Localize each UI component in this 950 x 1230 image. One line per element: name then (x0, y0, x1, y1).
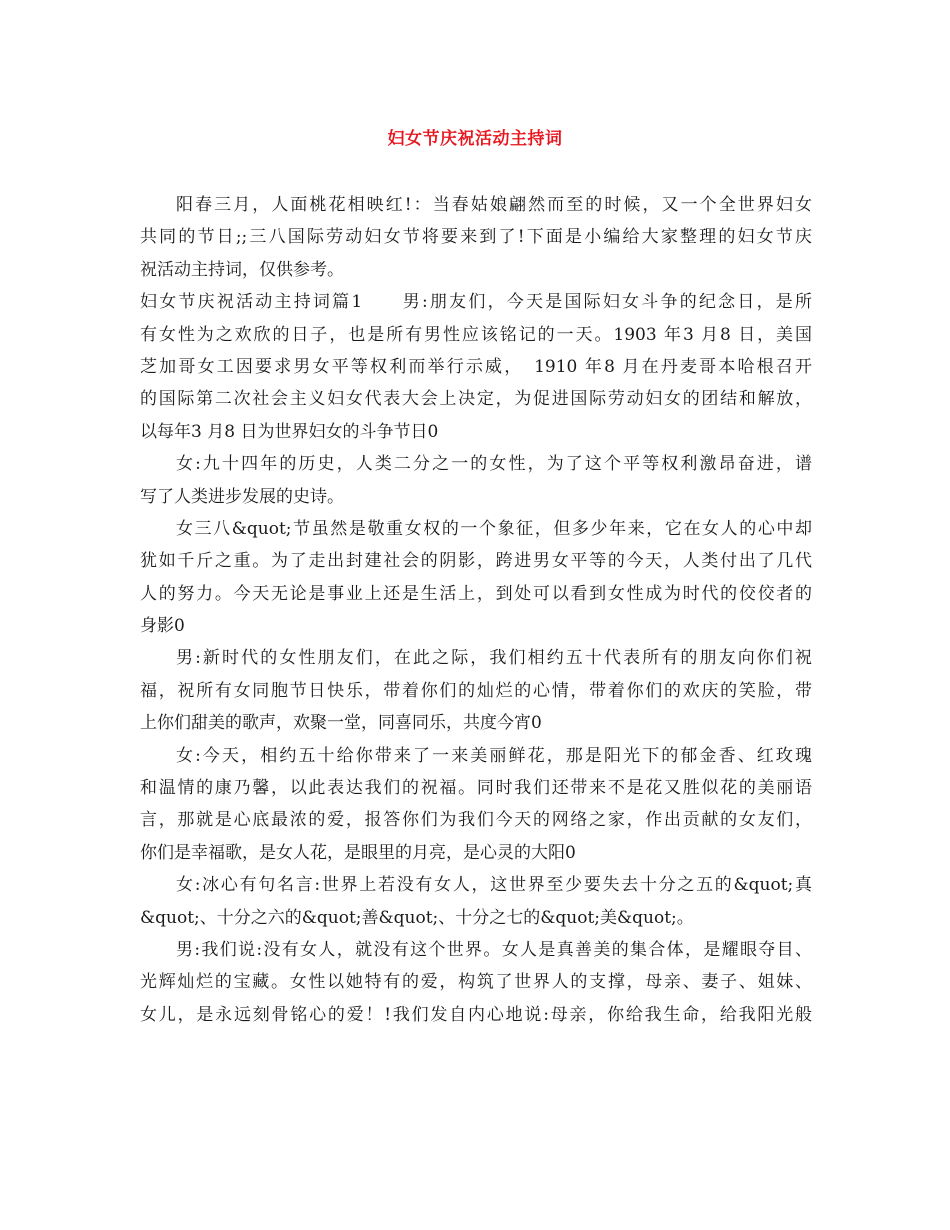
text-line: 有女性为之欢欣的日子，也是所有男性应该铭记的一天。1903 年3 月8 日，美国 (140, 324, 812, 345)
text-line: 祝活动主持词，仅供参考。 (140, 259, 344, 280)
text-line: 上你们甜美的歌声，欢聚一堂，同喜同乐，共度今宵0 (140, 713, 542, 734)
text-line: 女:冰心有句名言:世界上若没有女人，这世界至少要失去十分之五的&quot;真 (176, 875, 812, 896)
text-line: 女儿，是永远刻骨铭心的爱！!我们发自内心地说:母亲，你给我生命，给我阳光般 (140, 1004, 812, 1025)
text-line: 光辉灿烂的宝藏。女性以她特有的爱，构筑了世界人的支撑，母亲、妻子、姐妹、 (140, 972, 812, 993)
text-line: 男:我们说:没有女人，就没有这个世界。女人是真善美的集合体，是耀眼夺目、 (176, 939, 812, 960)
text-line: 言，那就是心底最浓的爱，报答你们为我们今天的网络之家，作出贡献的女友们， (140, 810, 812, 831)
text-line: 芝加哥女工因要求男女平等权利而举行示威， 1910 年8 月在丹麦哥本哈根召开 (140, 356, 812, 377)
text-line: 以每年3 月8 日为世界妇女的斗争节日0 (140, 421, 439, 442)
text-line: 犹如千斤之重。为了走出封建社会的阴影，跨进男女平等的今天，人类付出了几代 (140, 551, 812, 572)
text-line: 写了人类进步发展的史诗。 (140, 486, 344, 507)
text-line: 女三八&quot;节虽然是敬重女权的一个象征，但多少年来，它在女人的心中却 (176, 518, 812, 539)
text-line: 你们是幸福歌，是女人花，是眼里的月亮，是心灵的大阳0 (140, 842, 576, 863)
document-body (140, 189, 812, 1031)
text-line: 和温情的康乃馨，以此表达我们的祝福。同时我们还带来不是花又胜似花的美丽语 (140, 778, 812, 799)
text-line: 的国际第二次社会主义妇女代表大会上决定，为促进国际劳动妇女的团结和解放， (140, 389, 812, 410)
text-line: 共同的节日;;三八国际劳动妇女节将要来到了!下面是小编给大家整理的妇女节庆 (140, 227, 812, 248)
text-line: &quot;、十分之六的&quot;善&quot;、十分之七的&quot;美&quot;。 (140, 907, 694, 928)
document-title: 妇女节庆祝活动主持词 (387, 129, 563, 149)
text-line: 男:新时代的女性朋友们，在此之际，我们相约五十代表所有的朋友向你们祝 (176, 648, 812, 669)
text-line: 人的努力。今天无论是事业上还是生活上，到处可以看到女性成为时代的佼佼者的 (140, 583, 812, 604)
text-line: 女:今天，相约五十给你带来了一来美丽鲜花，那是阳光下的郁金香、红玫瑰 (176, 745, 812, 766)
text-line: 妇女节庆祝活动主持词篇1 男:朋友们，今天是国际妇女斗争的纪念日，是所 (140, 292, 812, 313)
text-line: 身影0 (140, 616, 185, 637)
text-line: 阳春三月，人面桃花相映红!：当春姑娘翩然而至的时候，又一个全世界妇女 (176, 195, 812, 215)
text-line: 女:九十四年的历史，人类二分之一的女性，为了这个平等权利激昂奋进，谱 (176, 454, 812, 475)
text-line: 福，祝所有女同胞节日快乐，带着你们的灿烂的心情，带着你们的欢庆的笑脸，带 (140, 680, 812, 701)
